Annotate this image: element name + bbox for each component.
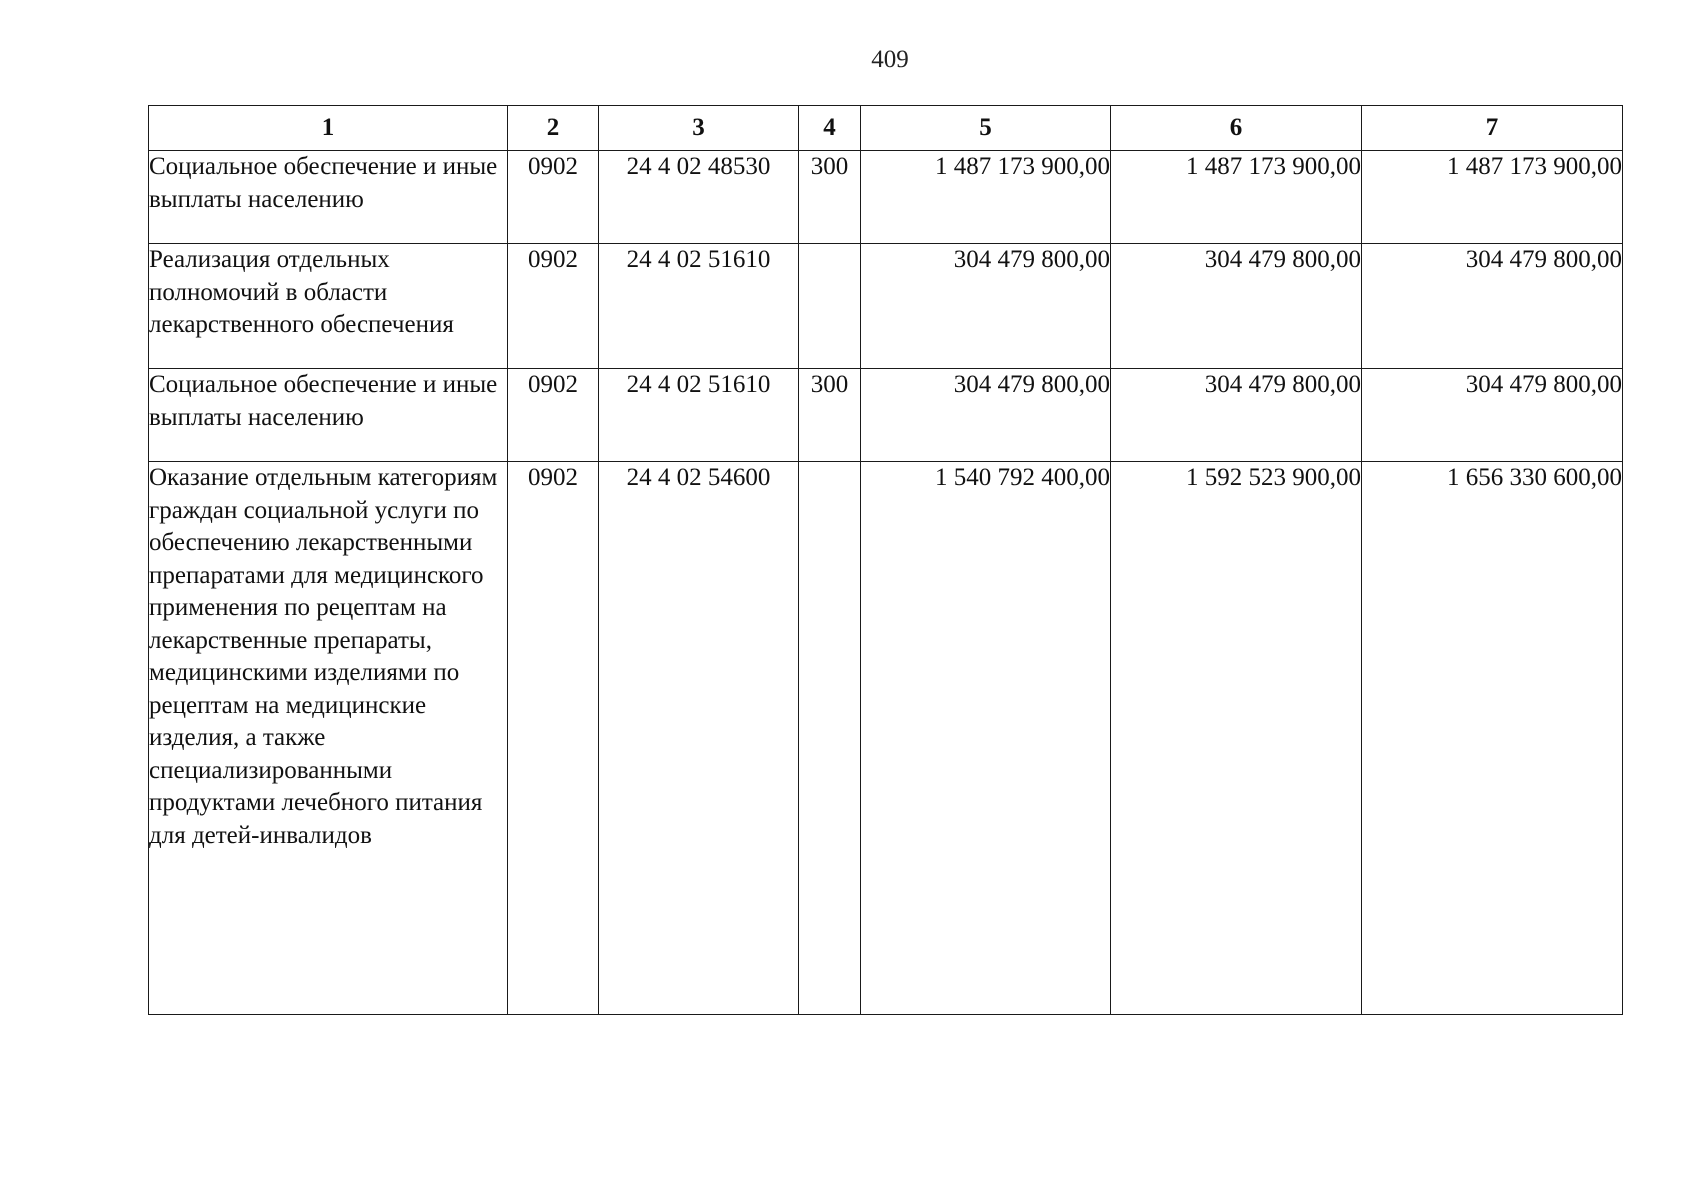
table-row (149, 151, 1623, 244)
table-row (149, 369, 1623, 462)
row-name: Реализация отдельных полномочий в области лекарственного обеспечения (149, 244, 508, 369)
row-amount-6: 1 592 523 900,00 (1111, 462, 1362, 1015)
col-header-7: 7 (1362, 106, 1623, 151)
row-amount-7: 304 479 800,00 (1362, 369, 1623, 462)
col-header-4: 4 (799, 106, 861, 151)
table-row (149, 244, 1623, 369)
row-name: Социальное обеспечение и иные выплаты населению (149, 151, 508, 244)
col-header-1: 1 (149, 106, 508, 151)
row-target-article: 24 4 02 51610 (599, 244, 799, 369)
row-section: 0902 (508, 151, 599, 244)
col-header-3: 3 (599, 106, 799, 151)
row-amount-6: 304 479 800,00 (1111, 369, 1362, 462)
header-row (149, 106, 1623, 151)
row-name: Социальное обеспечение и иные выплаты населению (149, 369, 508, 462)
row-target-article: 24 4 02 54600 (599, 462, 799, 1015)
row-amount-5: 304 479 800,00 (861, 244, 1111, 369)
row-name: Оказание отдельным категориям граждан социальной услуги по обеспечению лекарственными препаратами для медицинского применения по рецептам на лекарственные препараты, медицинскими изделиями по рецептам на медицинские изделия, а также специализированными продуктами лечебного питания для детей-инвалидов (149, 462, 508, 1015)
row-amount-7: 1 487 173 900,00 (1362, 151, 1623, 244)
page-number: 409 (871, 46, 909, 73)
row-amount-7: 1 656 330 600,00 (1362, 462, 1623, 1015)
row-amount-6: 1 487 173 900,00 (1111, 151, 1362, 244)
row-section: 0902 (508, 244, 599, 369)
row-target-article: 24 4 02 51610 (599, 369, 799, 462)
row-section: 0902 (508, 462, 599, 1015)
row-expense-type: 300 (799, 369, 861, 462)
table-row (149, 462, 1623, 1015)
col-header-2: 2 (508, 106, 599, 151)
row-target-article: 24 4 02 48530 (599, 151, 799, 244)
row-expense-type (799, 244, 861, 369)
row-amount-5: 304 479 800,00 (861, 369, 1111, 462)
budget-table (148, 105, 1623, 1015)
row-expense-type: 300 (799, 151, 861, 244)
row-amount-6: 304 479 800,00 (1111, 244, 1362, 369)
row-section: 0902 (508, 369, 599, 462)
row-amount-5: 1 540 792 400,00 (861, 462, 1111, 1015)
row-amount-7: 304 479 800,00 (1362, 244, 1623, 369)
row-amount-5: 1 487 173 900,00 (861, 151, 1111, 244)
col-header-5: 5 (861, 106, 1111, 151)
row-expense-type (799, 462, 861, 1015)
col-header-6: 6 (1111, 106, 1362, 151)
